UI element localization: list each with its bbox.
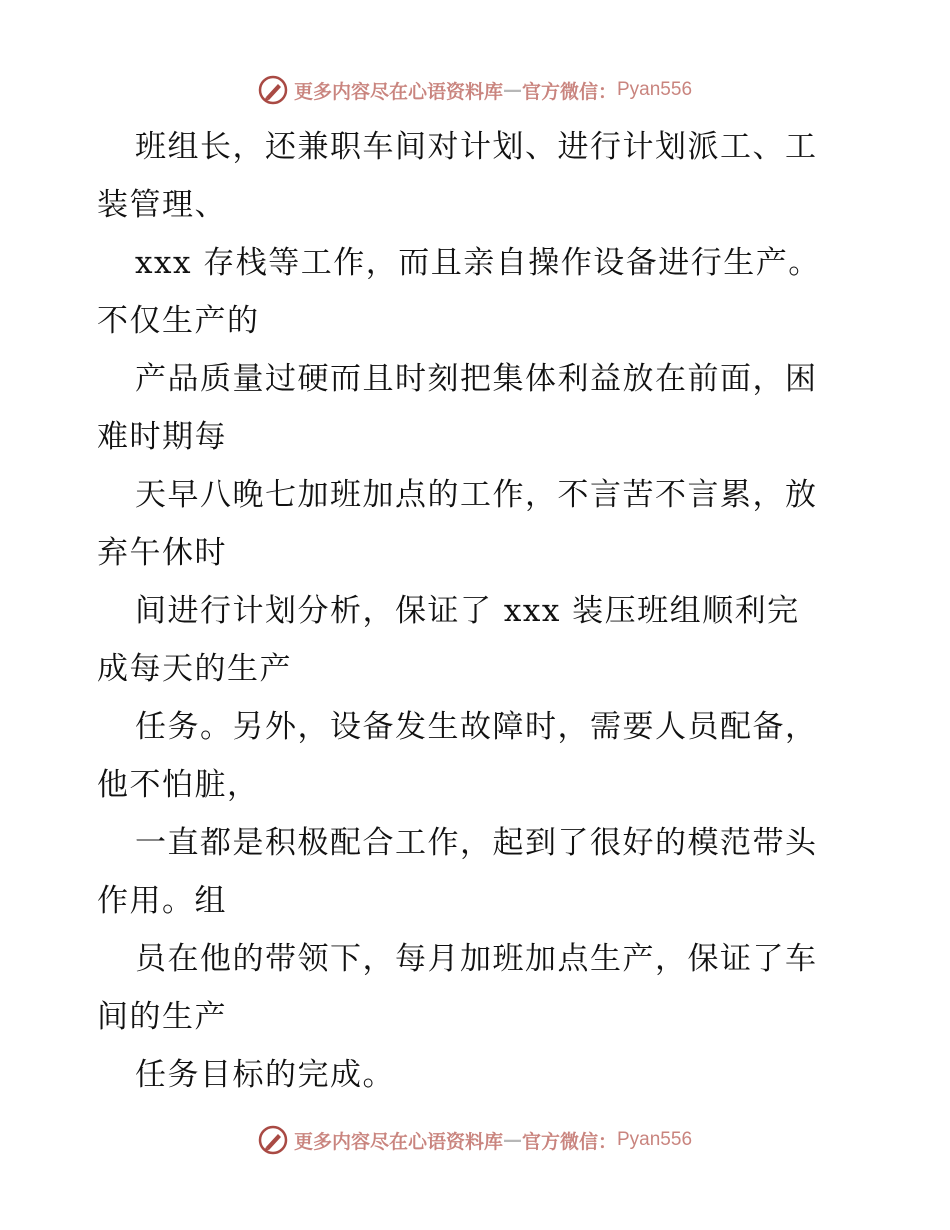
text-line: 作用。组 bbox=[97, 883, 227, 919]
banner-text: 更多内容尽在心语资料库 bbox=[293, 1130, 503, 1153]
text-line: 难时期每 bbox=[97, 419, 227, 455]
banner-text: 更多内容尽在心语资料库 bbox=[293, 80, 503, 103]
pen-logo-icon bbox=[258, 75, 288, 105]
banner-wechat-label: 官方微信： bbox=[521, 1130, 617, 1153]
text-line: 不仅生产的 bbox=[97, 303, 260, 339]
text-line: 装管理、 bbox=[97, 187, 227, 223]
text-line: 一直都是积极配合工作，起到了很好的模范带头 bbox=[135, 825, 818, 861]
text-line: 任务目标的完成。 bbox=[135, 1057, 395, 1093]
banner-dash: — bbox=[502, 1129, 522, 1151]
text-line: xxx 存栈等工作，而且亲自操作设备进行生产。 bbox=[135, 245, 821, 281]
text-line: 间的生产 bbox=[97, 999, 227, 1035]
banner-wechat-id: Pyan556 bbox=[617, 79, 693, 100]
banner-wechat-label: 官方微信： bbox=[521, 80, 617, 103]
text-line: 弃午休时 bbox=[97, 535, 227, 571]
header-banner bbox=[0, 72, 950, 108]
footer-banner bbox=[0, 1122, 950, 1158]
text-line: 产品质量过硬而且时刻把集体利益放在前面，困 bbox=[135, 361, 818, 397]
text-line: 天早八晚七加班加点的工作，不言苦不言累，放 bbox=[135, 477, 818, 513]
text-line: 间进行计划分析，保证了 xxx 装压班组顺利完 bbox=[135, 593, 800, 629]
text-line: 他不怕脏， bbox=[97, 767, 260, 803]
pen-logo-icon bbox=[258, 1125, 288, 1155]
text-line: 任务。另外，设备发生故障时，需要人员配备， bbox=[135, 709, 818, 745]
banner-dash: — bbox=[502, 79, 522, 101]
text-line: 班组长，还兼职车间对计划、进行计划派工、工 bbox=[135, 129, 818, 165]
banner-wechat-id: Pyan556 bbox=[617, 1129, 693, 1150]
text-line: 员在他的带领下，每月加班加点生产，保证了车 bbox=[135, 941, 818, 977]
document-body bbox=[97, 118, 857, 1104]
text-line: 成每天的生产 bbox=[97, 651, 292, 687]
